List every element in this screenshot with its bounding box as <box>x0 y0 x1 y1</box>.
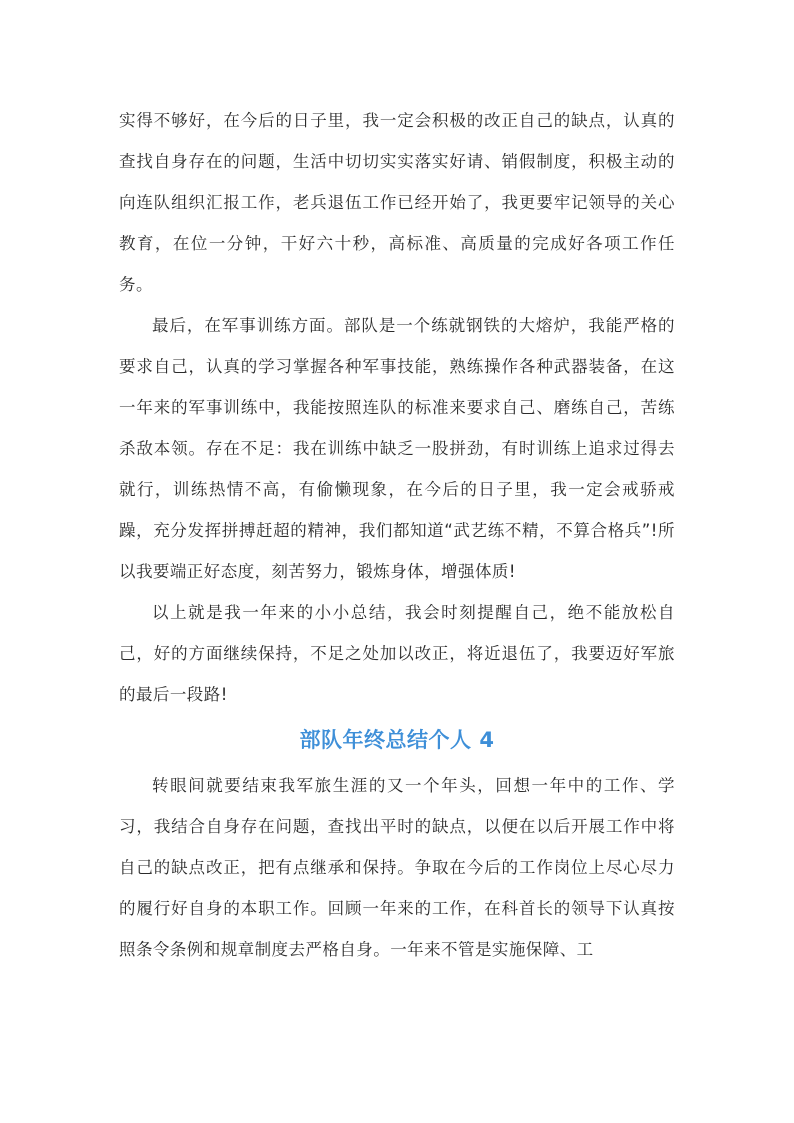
paragraph-continuation: 实得不够好，在今后的日子里，我一定会积极的改正自己的缺点，认真的查找自身存在的问题，生活中切切实实落实好请、销假制度，积极主动的向连队组织汇报工作，老兵退伍工作已经开始了，我更要牢记领导的关心教育，在位一分钟，干好六十秒，高标准、高质量的完成好各项工作任务。 <box>119 111 675 294</box>
document-body <box>119 100 675 970</box>
paragraph-section-intro: 转眼间就要结束我军旅生涯的又一个年头，回想一年中的工作、学习，我结合自身存在问题，查找出平时的缺点，以便在以后开展工作中将自己的缺点改正，把有点继承和保持。争取在今后的工作岗位上尽心尽力的履行好自身的本职工作。回顾一年来的工作，在科首长的领导下认真按照条令条例和规章制度去严格自身。一年来不管是实施保障、工 <box>119 776 675 959</box>
section-title: 部队年终总结个人 4 <box>299 728 495 752</box>
paragraph-military-training: 最后，在军事训练方面。部队是一个练就钢铁的大熔炉，我能严格的要求自己，认真的学习掌握各种军事技能，熟练操作各种武器装备，在这一年来的军事训练中，我能按照连队的标准来要求自己、磨练自己，苦练杀敌本领。存在不足：我在训练中缺乏一股拼劲，有时训练上追求过得去就行，训练热情不高，有偷懒现象，在今后的日子里，我一定会戒骄戒躁，充分发挥拼搏赶超的精神，我们都知道“武艺练不精，不算合格兵”!所以我要端正好态度，刻苦努力，锻炼身体，增强体质! <box>119 316 675 581</box>
paragraph-conclusion: 以上就是我一年来的小小总结，我会时刻提醒自己，绝不能放松自己，好的方面继续保持，不足之处加以改正，将近退伍了，我要迈好军旅的最后一段路! <box>119 603 675 704</box>
